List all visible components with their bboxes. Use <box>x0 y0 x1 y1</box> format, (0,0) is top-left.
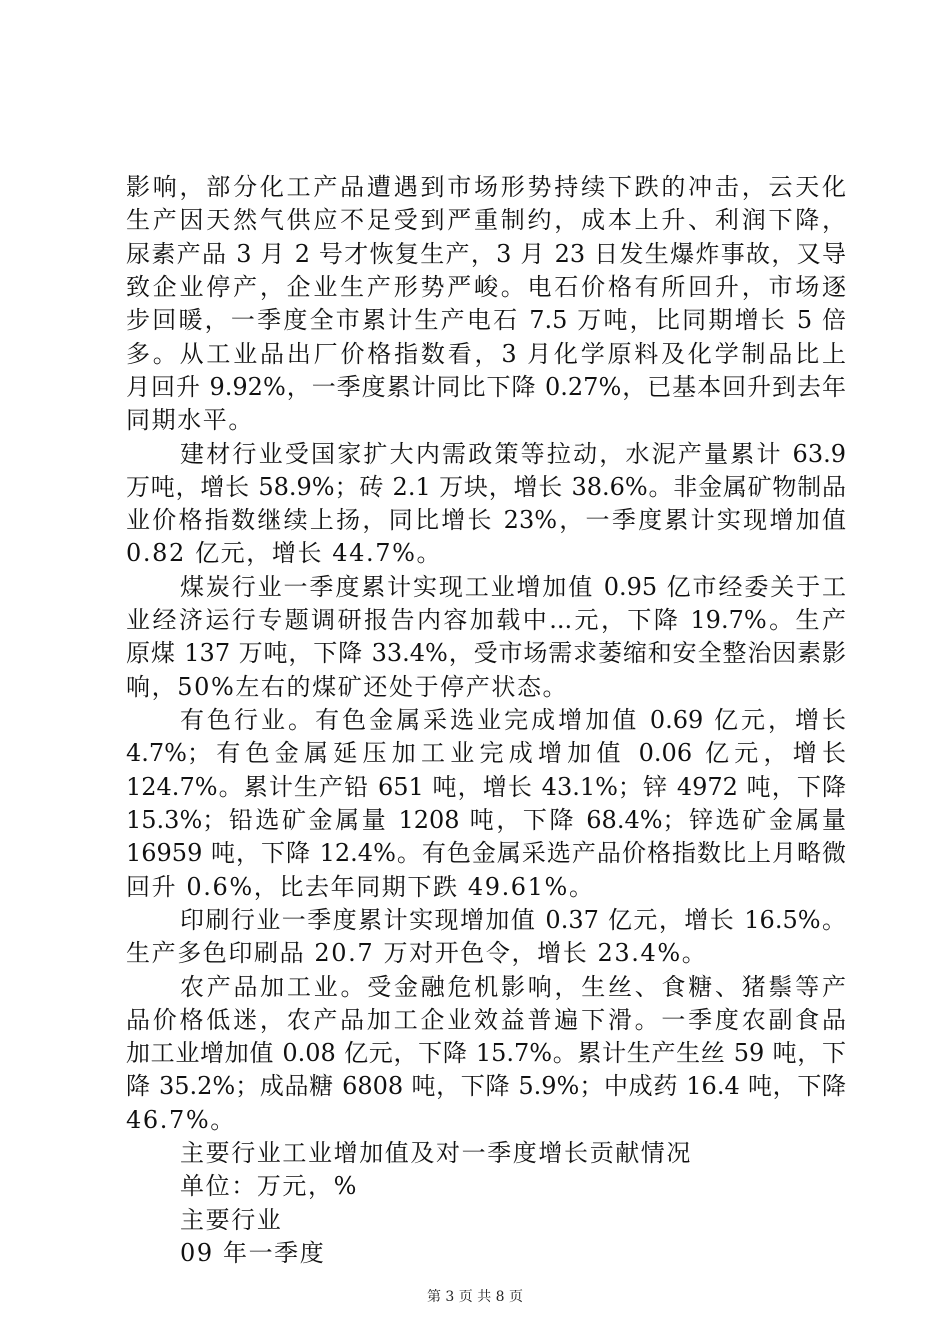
text-line: 原煤 137 万吨，下降 33.4%，受市场需求萎缩和安全整治因素影 <box>126 639 846 668</box>
text-line: 46.7%。 <box>126 1105 236 1134</box>
text-line: 16959 吨，下降 12.4%。有色金属采选产品价格指数比上月略微 <box>126 839 846 868</box>
table-unit: 单位：万元，% <box>180 1172 359 1201</box>
text-line: 业经济运行专题调研报告内容加载中...元，下降 19.7%。生产 <box>126 606 846 635</box>
text-line: 生产因天然气供应不足受到严重制约，成本上升、利润下降， <box>126 206 846 235</box>
text-line: 品价格低迷，农产品加工企业效益普遍下滑。一季度农副食品 <box>126 1005 846 1034</box>
text-line: 4.7%；有色金属延压加工业完成增加值 0.06 亿元，增长 <box>126 739 846 768</box>
table-header-period: 09 年一季度 <box>180 1239 326 1267</box>
table-title: 主要行业工业增加值及对一季度增长贡献情况 <box>180 1139 692 1168</box>
text-line: 124.7%。累计生产铅 651 吨，增长 43.1%；锌 4972 吨，下降 <box>126 772 846 801</box>
table-header-industry: 主要行业 <box>180 1205 283 1234</box>
text-line: 影响，部分化工产品遭遇到市场形势持续下跌的冲击，云天化 <box>126 173 846 201</box>
paragraph-first-line: 印刷行业一季度累计实现增加值 0.37 亿元，增长 16.5%。 <box>180 905 846 934</box>
paragraph-first-line: 有色行业。有色金属采选业完成增加值 0.69 亿元，增长 <box>180 706 846 734</box>
text-line: 步回暖，一季度全市累计生产电石 7.5 万吨，比同期增长 5 倍 <box>126 306 846 335</box>
text-line: 万吨，增长 58.9%；砖 2.1 万块，增长 38.6%。非金属矿物制品 <box>126 472 846 501</box>
text-line: 尿素产品 3 月 2 号才恢复生产，3 月 23 日发生爆炸事故，又导 <box>126 239 846 268</box>
text-line: 加工业增加值 0.08 亿元，下降 15.7%。累计生产生丝 59 吨，下 <box>126 1039 846 1068</box>
text-line: 15.3%；铅选矿金属量 1208 吨，下降 68.4%；锌选矿金属量 <box>126 805 846 834</box>
paragraph-first-line: 建材行业受国家扩大内需政策等拉动，水泥产量累计 63.9 <box>180 439 846 468</box>
text-line: 生产多色印刷品 20.7 万对开色令，增长 23.4%。 <box>126 939 708 968</box>
text-line: 响，50%左右的煤矿还处于停产状态。 <box>126 672 569 701</box>
text-line: 业价格指数继续上扬，同比增长 23%，一季度累计实现增加值 <box>126 506 846 535</box>
text-line: 回升 0.6%，比去年同期下跌 49.61%。 <box>126 872 595 901</box>
paragraph-first-line: 农产品加工业。受金融危机影响，生丝、食糖、猪鬃等产 <box>180 972 846 1001</box>
text-line: 0.82 亿元，增长 44.7%。 <box>126 539 443 568</box>
text-line: 降 35.2%；成品糖 6808 吨，下降 5.9%；中成药 16.4 吨，下降 <box>126 1072 846 1101</box>
paragraph-first-line: 煤炭行业一季度累计实现工业增加值 0.95 亿市经委关于工 <box>180 572 846 601</box>
text-line: 多。从工业品出厂价格指数看，3 月化学原料及化学制品比上 <box>126 339 846 368</box>
text-line: 月回升 9.92%，一季度累计同比下降 0.27%，已基本回升到去年 <box>126 372 846 401</box>
text-line: 同期水平。 <box>126 406 254 435</box>
text-line: 致企业停产，企业生产形势严峻。电石价格有所回升，市场逐 <box>126 272 846 301</box>
page-number: 第 3 页 共 8 页 <box>426 1289 524 1305</box>
